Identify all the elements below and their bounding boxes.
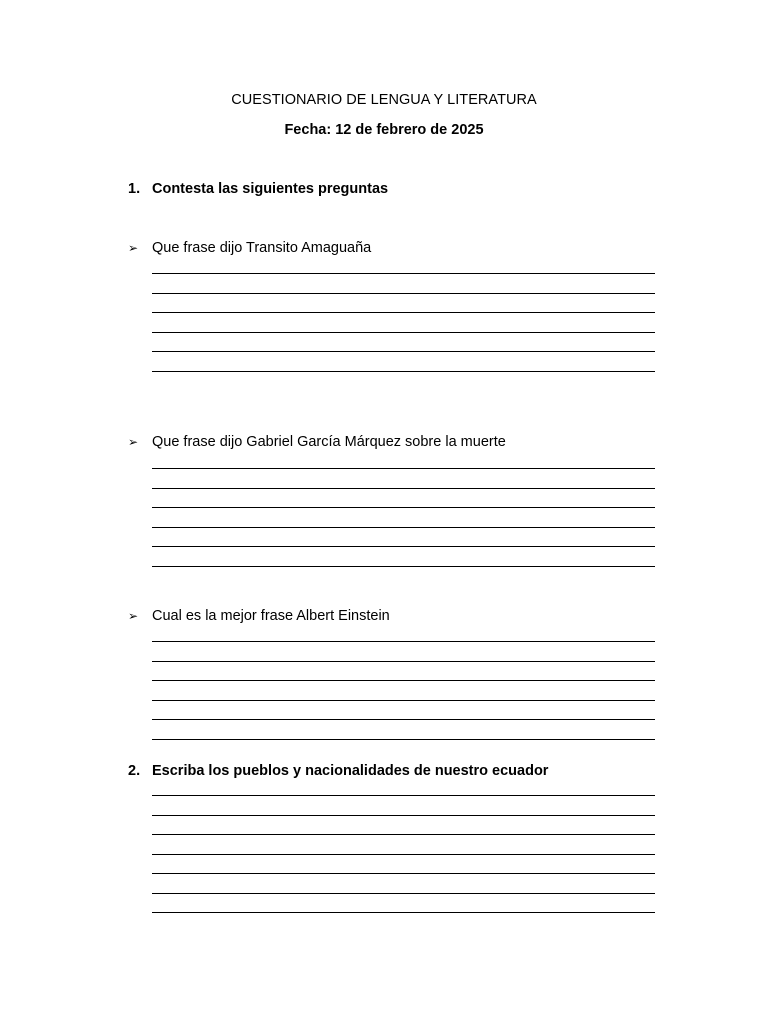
section-1-heading — [128, 180, 388, 198]
answer-lines-section-2[interactable] — [152, 795, 655, 914]
answer-lines-question-2[interactable] — [152, 468, 655, 568]
section-1-title: Contesta las siguientes preguntas — [152, 181, 389, 197]
question-3-text: Cual es la mejor frase Albert Einstein — [152, 608, 390, 624]
answer-line[interactable] — [152, 332, 655, 333]
answer-lines-question-3[interactable] — [152, 641, 655, 741]
answer-line[interactable] — [152, 527, 655, 528]
answer-line[interactable] — [152, 273, 655, 274]
answer-line[interactable] — [152, 700, 655, 701]
question-2-text: Que frase dijo Gabriel García Márquez sobre la muerte — [152, 434, 506, 450]
answer-line[interactable] — [152, 739, 655, 740]
arrow-bullet-icon: ➢ — [128, 609, 139, 623]
document-date: Fecha: 12 de febrero de 2025 — [284, 122, 484, 138]
answer-line[interactable] — [152, 893, 655, 894]
answer-line[interactable] — [152, 795, 655, 796]
answer-line[interactable] — [152, 566, 655, 567]
answer-line[interactable] — [152, 680, 655, 681]
answer-line[interactable] — [152, 834, 655, 835]
answer-line[interactable] — [152, 488, 655, 489]
answer-line[interactable] — [152, 873, 655, 874]
answer-line[interactable] — [152, 719, 655, 720]
section-2-heading — [128, 762, 548, 780]
section-2-title: Escriba los pueblos y nacionalidades de nuestro ecuador — [152, 763, 549, 779]
answer-line[interactable] — [152, 854, 655, 855]
answer-line[interactable] — [152, 641, 655, 642]
answer-lines-question-1[interactable] — [152, 273, 655, 373]
section-1-number: 1. — [128, 181, 141, 197]
answer-line[interactable] — [152, 546, 655, 547]
answer-line[interactable] — [152, 468, 655, 469]
question-3 — [128, 607, 390, 625]
answer-line[interactable] — [152, 661, 655, 662]
answer-line[interactable] — [152, 312, 655, 313]
section-2-number: 2. — [128, 763, 141, 779]
answer-line[interactable] — [152, 815, 655, 816]
answer-line[interactable] — [152, 293, 655, 294]
arrow-bullet-icon: ➢ — [128, 435, 139, 449]
answer-line[interactable] — [152, 912, 655, 913]
document-title: CUESTIONARIO DE LENGUA Y LITERATURA — [231, 92, 537, 108]
arrow-bullet-icon: ➢ — [128, 241, 139, 255]
question-2 — [128, 433, 506, 451]
answer-line[interactable] — [152, 351, 655, 352]
answer-line[interactable] — [152, 507, 655, 508]
question-1-text: Que frase dijo Transito Amaguaña — [152, 240, 372, 256]
question-1 — [128, 239, 371, 257]
answer-line[interactable] — [152, 371, 655, 372]
